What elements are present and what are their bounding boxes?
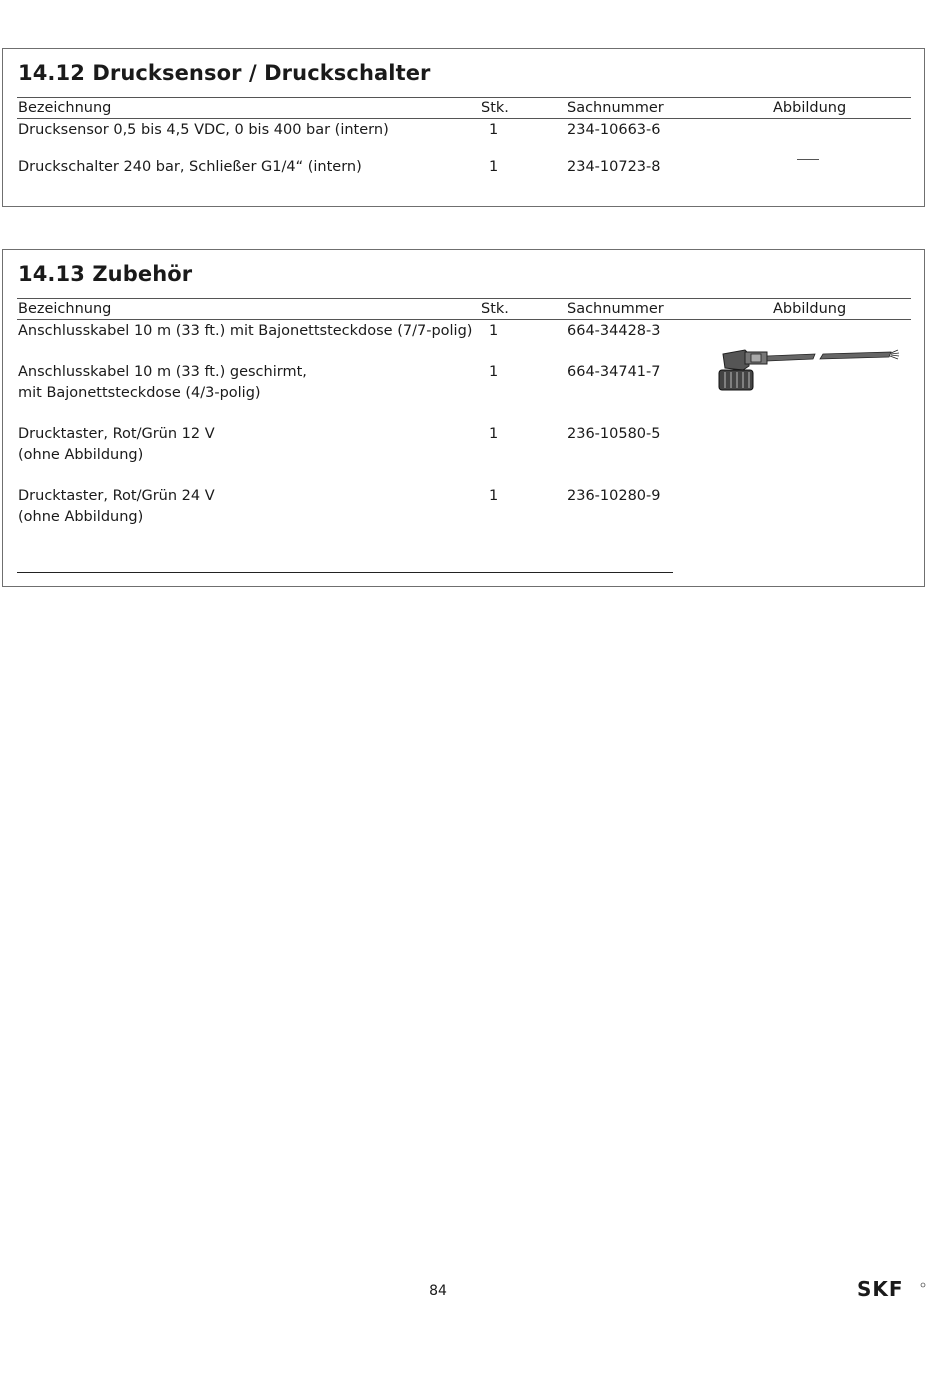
header-rule-bottom — [17, 118, 911, 119]
table-row-qty: 1 — [489, 364, 499, 380]
column-header-name: Bezeichnung — [18, 301, 112, 317]
section-title: 14.13 Zubehör — [18, 262, 193, 286]
table-row-number: 236-10280-9 — [567, 488, 661, 504]
table-row-qty: 1 — [489, 488, 499, 504]
table-end-rule — [17, 572, 673, 573]
table-row-qty: 1 — [489, 159, 499, 175]
skf-logo — [857, 1279, 927, 1299]
table-row-number: 236-10580-5 — [567, 426, 661, 442]
column-header-qty: Stk. — [481, 100, 509, 116]
section-title: 14.12 Drucksensor / Druckschalter — [18, 61, 431, 85]
column-header-name: Bezeichnung — [18, 100, 112, 116]
table-row-qty: 1 — [489, 122, 499, 138]
figure-none-dash — [797, 159, 819, 160]
connection-cable-icon — [715, 346, 901, 396]
header-rule-top — [17, 97, 911, 98]
page-number: 84 — [429, 1283, 447, 1299]
table-row-name: Druckschalter 240 bar, Schließer G1/4“ (intern) — [18, 159, 362, 175]
column-header-number: Sachnummer — [567, 100, 664, 116]
table-row-name-line2: (ohne Abbildung) — [18, 509, 144, 525]
table-row-number: 664-34741-7 — [567, 364, 661, 380]
table-row-name: Drucksensor 0,5 bis 4,5 VDC, 0 bis 400 bar (intern) — [18, 122, 389, 138]
table-row-name-line2: mit Bajonettsteckdose (4/3-polig) — [18, 385, 261, 401]
table-row-name: Drucktaster, Rot/Grün 24 V — [18, 488, 215, 504]
table-row-name: Anschlusskabel 10 m (33 ft.) geschirmt, — [18, 364, 307, 380]
svg-text:SKF: SKF — [857, 1279, 904, 1299]
table-row-qty: 1 — [489, 323, 499, 339]
table-row-number: 234-10663-6 — [567, 122, 661, 138]
column-header-figure: Abbildung — [773, 100, 847, 116]
header-rule-top — [17, 298, 911, 299]
table-row-number: 664-34428-3 — [567, 323, 661, 339]
header-rule-bottom — [17, 319, 911, 320]
section-accessories — [2, 249, 925, 587]
table-row-name: Anschlusskabel 10 m (33 ft.) mit Bajonettsteckdose (7/7-polig) — [18, 323, 473, 339]
column-header-number: Sachnummer — [567, 301, 664, 317]
column-header-qty: Stk. — [481, 301, 509, 317]
table-row-name-line2: (ohne Abbildung) — [18, 447, 144, 463]
column-header-figure: Abbildung — [773, 301, 847, 317]
table-row-qty: 1 — [489, 426, 499, 442]
table-row-name: Drucktaster, Rot/Grün 12 V — [18, 426, 215, 442]
section-pressure-sensor — [2, 48, 925, 207]
table-row-number: 234-10723-8 — [567, 159, 661, 175]
